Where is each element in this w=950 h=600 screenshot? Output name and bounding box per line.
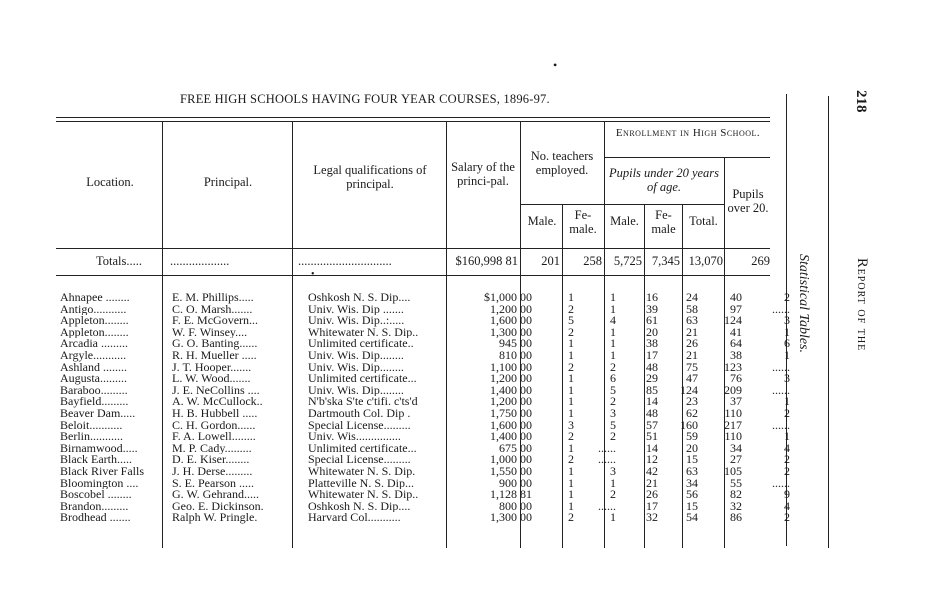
cell-ov: 4 [784, 442, 790, 455]
table-row [58, 304, 792, 316]
header-pupils-over-20: Pupils over 20. [727, 187, 769, 215]
header-teachers-employed: No. teachers employed. [530, 149, 594, 177]
cell-f: 3 [610, 465, 616, 478]
cell-pri: Ralph W. Pringle. [172, 512, 258, 524]
table-row [58, 362, 792, 374]
cell-loc: Brandon......... [60, 500, 129, 513]
cell-pri: S. E. Pearson ..... [172, 477, 254, 490]
cell-pf: 58 [686, 303, 698, 316]
cell-ov: 3 [784, 373, 790, 385]
table-row [58, 396, 792, 408]
cell-pf: 56 [686, 489, 698, 501]
cell-tot: 123 [724, 361, 742, 374]
cell-tot: 110 [724, 407, 742, 420]
totals-bottom-rule [56, 275, 770, 276]
table-row [58, 315, 792, 327]
cell-pf: 26 [686, 338, 698, 350]
cell-loc: Baraboo......... [60, 384, 128, 397]
cell-pri: D. E. Kiser........ [172, 454, 250, 466]
ink-mark: • [553, 58, 558, 72]
cell-m: 1 [568, 373, 574, 385]
cell-loc: Bloomington .... [60, 477, 139, 490]
cell-m: 1 [568, 465, 574, 478]
cell-tot: 217 [724, 419, 742, 432]
cell-f: 1 [610, 349, 616, 362]
totals-pupils-male: 5,725 [613, 254, 642, 268]
table-row [58, 385, 792, 397]
cell-m: 2 [568, 431, 574, 443]
cell-pm: 14 [646, 396, 658, 408]
cell-m: 5 [568, 315, 574, 327]
cell-sal: 675 00 [499, 442, 532, 455]
cell-f: ...... [598, 442, 616, 455]
cell-leg: Univ. Wis. Dip ....... [308, 303, 404, 316]
cell-leg: Oshkosh N. S. Dip.... [308, 500, 411, 513]
cell-pf: 63 [686, 465, 698, 478]
cell-pm: 38 [646, 338, 658, 350]
cell-leg: Univ. Wis. Dip........ [308, 349, 404, 362]
cell-loc: Beloit........... [60, 419, 123, 432]
cell-pri: G. W. Gehrand..... [172, 489, 259, 501]
cell-leg: Harvard Col........... [308, 512, 401, 524]
cell-tot: 209 [724, 384, 742, 397]
cell-leg: Whitewater N. S. Dip.. [308, 326, 419, 339]
table-row [58, 501, 792, 513]
cell-leg: Univ. Wis. Dip..:..... [308, 315, 405, 327]
cell-pf: 62 [686, 407, 698, 420]
cell-loc: Black River Falls [60, 465, 144, 478]
table-row [58, 489, 792, 501]
cell-pm: 85 [646, 384, 658, 397]
cell-f: 2 [610, 489, 616, 501]
cell-f: ...... [598, 454, 616, 466]
side-title: Statistical Tables. [796, 254, 811, 354]
cell-sal: 810 00 [499, 349, 532, 362]
cell-ov: 2 [784, 465, 790, 478]
cell-pf: 24 [686, 292, 698, 304]
cell-pri: R. H. Mueller ..... [172, 349, 257, 362]
cell-ov: 6 [784, 338, 790, 350]
cell-tot: 105 [724, 465, 742, 478]
cell-leg: N'b'ska S'te c'tifi. c'ts'd [308, 396, 418, 408]
cell-pri: A. W. McCullock.. [172, 396, 263, 408]
cell-leg: Unlimited certificate... [308, 373, 417, 385]
cell-sal: 1,128 81 [490, 489, 532, 501]
cell-m: 1 [568, 384, 574, 397]
cell-tot: 41 [730, 326, 742, 339]
table-row [58, 338, 792, 350]
cell-pf: 20 [686, 442, 698, 455]
totals-total: 13,070 [688, 254, 723, 268]
cell-sal: 1,300 00 [490, 326, 532, 339]
header-pupils-under-20: Pupils under 20 years of age. [608, 166, 720, 194]
header-pupils-female: Fe-male [651, 208, 676, 236]
cell-pm: 51 [646, 431, 658, 443]
cell-m: 1 [568, 500, 574, 513]
schools-table [58, 292, 792, 524]
cell-f: 1 [610, 292, 616, 304]
cell-tot: 34 [730, 442, 742, 455]
cell-pri: G. O. Banting...... [172, 338, 258, 350]
cell-tot: 38 [730, 349, 742, 362]
cell-pm: 20 [646, 326, 658, 339]
cell-m: 3 [568, 419, 574, 432]
cell-f: 5 [610, 384, 616, 397]
cell-m: 1 [568, 489, 574, 501]
cell-tot: 97 [730, 303, 742, 316]
cell-sal: $1,000 00 [484, 292, 532, 304]
cell-f: 4 [610, 315, 616, 327]
cell-loc: Beaver Dam..... [60, 407, 136, 420]
top-rule [56, 117, 770, 118]
table-row [58, 512, 792, 524]
cell-sal: 1,400 00 [490, 431, 532, 443]
cell-loc: Augusta......... [60, 373, 127, 385]
cell-ov: 2 [784, 292, 790, 304]
cell-pri: L. W. Wood....... [172, 373, 251, 385]
totals-leader: ................... [170, 254, 230, 268]
cell-pri: F. A. Lowell........ [172, 431, 256, 443]
cell-sal: 1,600 00 [490, 315, 532, 327]
cell-pm: 17 [646, 500, 658, 513]
cell-leg: Dartmouth Col. Dip . [308, 407, 411, 420]
cell-pf: 47 [686, 373, 698, 385]
cell-sal: 1,750 00 [490, 407, 532, 420]
cell-sal: 1,200 00 [490, 373, 532, 385]
cell-ov: ...... [772, 384, 790, 397]
cell-m: 2 [568, 454, 574, 466]
cell-sal: 945 00 [499, 338, 532, 350]
cell-leg: Special License......... [308, 454, 411, 466]
cell-loc: Arcadia ......... [60, 338, 128, 350]
cell-ov: ...... [772, 361, 790, 374]
cell-pri: C. O. Marsh....... [172, 303, 253, 316]
cell-loc: Ahnapee ........ [60, 292, 130, 304]
header-location: Location. [86, 175, 134, 189]
table-row [58, 478, 792, 490]
cell-leg: Unlimited certificate... [308, 442, 417, 455]
cell-m: 2 [568, 303, 574, 316]
cell-tot: 32 [730, 500, 742, 513]
cell-pri: Geo. E. Dickinson. [172, 500, 264, 513]
table-row [58, 466, 792, 478]
cell-m: 1 [568, 338, 574, 350]
cell-f: 1 [610, 338, 616, 350]
cell-pf: 15 [686, 454, 698, 466]
ink-mark: • [311, 269, 315, 280]
cell-f: 1 [610, 303, 616, 316]
cell-sal: 1,000 00 [490, 454, 532, 466]
cell-leg: Whitewater N. S. Dip. [308, 465, 416, 478]
cell-sal: 1,400 00 [490, 384, 532, 397]
header-total: Total. [689, 214, 718, 228]
cell-m: 1 [568, 477, 574, 490]
cell-pm: 32 [646, 512, 658, 524]
cell-pri: M. P. Cady......... [172, 442, 252, 455]
cell-loc: Appleton........ [60, 326, 129, 339]
cell-m: 2 [568, 361, 574, 374]
cell-ov: ...... [772, 477, 790, 490]
cell-f: 2 [610, 361, 616, 374]
cell-f: 1 [610, 512, 616, 524]
cell-pm: 29 [646, 373, 658, 385]
cell-leg: Univ. Wis. Dip........ [308, 384, 404, 397]
cell-m: 1 [568, 292, 574, 304]
cell-pm: 61 [646, 315, 658, 327]
page-edge-rule [828, 96, 829, 548]
cell-pm: 26 [646, 489, 658, 501]
cell-leg: Whitewater N. S. Dip.. [308, 489, 419, 501]
cell-f: 5 [610, 419, 616, 432]
cell-pm: 16 [646, 292, 658, 304]
cell-tot: 76 [730, 373, 742, 385]
cell-f: 2 [610, 396, 616, 408]
totals-male-teachers: 201 [541, 254, 560, 268]
table-row [58, 327, 792, 339]
cell-m: 1 [568, 349, 574, 362]
cell-tot: 124 [724, 315, 742, 327]
cell-tot: 40 [730, 292, 742, 304]
table-row [58, 420, 792, 432]
cell-ov: 4 [784, 500, 790, 513]
cell-sal: 1,200 00 [490, 303, 532, 316]
cell-sal: 1,100 00 [490, 361, 532, 374]
cell-ov: ...... [772, 303, 790, 316]
cell-f: ...... [598, 500, 616, 513]
cell-pm: 48 [646, 361, 658, 374]
running-head: Report of the [854, 258, 870, 352]
cell-pri: J. H. Derse......... [172, 465, 253, 478]
cell-leg: Unlimited certificate.. [308, 338, 414, 350]
cell-m: 1 [568, 407, 574, 420]
cell-loc: Boscobel ........ [60, 489, 132, 501]
cell-pf: 124 [680, 384, 698, 397]
cell-f: 6 [610, 373, 616, 385]
header-pupils-male: Male. [610, 214, 639, 228]
cell-tot: 82 [730, 489, 742, 501]
header-principal: Principal. [203, 175, 253, 189]
cell-tot: 110 [724, 431, 742, 443]
cell-pm: 14 [646, 442, 658, 455]
cell-pm: 42 [646, 465, 658, 478]
page-number: 218 [853, 90, 869, 113]
cell-ov: 1 [784, 349, 790, 362]
table-row [58, 431, 792, 443]
cell-m: 2 [568, 326, 574, 339]
header-teachers-female: Fe-male. [569, 208, 597, 236]
cell-loc: Bayfield......... [60, 396, 129, 408]
cell-f: 3 [610, 407, 616, 420]
cell-pf: 23 [686, 396, 698, 408]
cell-sal: 1,200 00 [490, 396, 532, 408]
totals-label: Totals..... [96, 254, 142, 268]
cell-pri: H. B. Hubbell ..... [172, 407, 258, 420]
cell-loc: Ashland ........ [60, 361, 127, 374]
cell-sal: 800 00 [499, 500, 532, 513]
cell-pf: 59 [686, 431, 698, 443]
cell-loc: Black Earth..... [60, 454, 132, 466]
cell-pf: 21 [686, 326, 698, 339]
cell-pri: W. F. Winsey.... [172, 326, 248, 339]
table-row [58, 350, 792, 362]
cell-m: 2 [568, 512, 574, 524]
cell-tot: 37 [730, 396, 742, 408]
cell-leg: Special License......... [308, 419, 411, 432]
cell-loc: Antigo........... [60, 303, 127, 316]
cell-tot: 86 [730, 512, 742, 524]
cell-f: 2 [610, 431, 616, 443]
page-title: FREE HIGH SCHOOLS HAVING FOUR YEAR COURSES, 1896-97. [180, 92, 550, 106]
cell-tot: 64 [730, 338, 742, 350]
cell-pf: 15 [686, 500, 698, 513]
cell-pri: C. H. Gordon...... [172, 419, 256, 432]
cell-pri: E. M. Phillips..... [172, 292, 254, 304]
cell-ov: 9 [784, 489, 790, 501]
cell-loc: Berlin........... [60, 431, 123, 443]
header-salary: Salary of the princi-pal. [451, 160, 515, 188]
cell-ov: 2 [784, 407, 790, 420]
totals-female-teachers: 258 [583, 254, 602, 268]
header-legal-qualifications: Legal qualifications of principal. [313, 163, 427, 191]
cell-pf: 160 [680, 419, 698, 432]
cell-f: 1 [610, 326, 616, 339]
cell-pf: 54 [686, 512, 698, 524]
cell-tot: 55 [730, 477, 742, 490]
cell-sal: 900 00 [499, 477, 532, 490]
header-enrollment: Enrollment in High School. [615, 127, 761, 139]
totals-pupils-female: 7,345 [651, 254, 680, 268]
cell-pm: 12 [646, 454, 658, 466]
cell-leg: Univ. Wis............... [308, 431, 401, 443]
cell-pf: 75 [686, 361, 698, 374]
cell-pri: F. E. McGovern... [172, 315, 259, 327]
table-row [58, 408, 792, 420]
cell-pf: 34 [686, 477, 698, 490]
totals-over-20: 269 [751, 254, 770, 268]
cell-ov: 2 [784, 512, 790, 524]
enrollment-subrule [604, 157, 770, 158]
table-row [58, 454, 792, 466]
cell-ov: 1 [784, 431, 790, 443]
header-bottom-rule [56, 248, 770, 249]
cell-loc: Argyle........... [60, 349, 127, 362]
cell-loc: Brodhead ....... [60, 512, 131, 524]
cell-ov: 3 [784, 315, 790, 327]
cell-pm: 57 [646, 419, 658, 432]
cell-ov: 1 [784, 396, 790, 408]
header-teachers-male: Male. [527, 214, 557, 228]
table-row [58, 292, 792, 304]
cell-m: 1 [568, 442, 574, 455]
cell-leg: Univ. Wis. Dip........ [308, 361, 404, 374]
cell-sal: 1,300 00 [490, 512, 532, 524]
cell-leg: Platteville N. S. Dip... [308, 477, 414, 490]
cell-sal: 1,550 00 [490, 465, 532, 478]
cell-pf: 21 [686, 349, 698, 362]
cell-f: 1 [610, 477, 616, 490]
cell-tot: 27 [730, 454, 742, 466]
cell-pm: 17 [646, 349, 658, 362]
cell-ov: ...... [772, 419, 790, 432]
cell-m: 1 [568, 396, 574, 408]
top-rule-double [56, 121, 770, 122]
cell-loc: Birnamwood..... [60, 442, 138, 455]
table-row [58, 443, 792, 455]
cell-leg: Oshkosh N. S. Dip.... [308, 292, 411, 304]
cell-loc: Appleton........ [60, 315, 129, 327]
cell-pm: 21 [646, 477, 658, 490]
totals-salary: $160,998 81 [455, 254, 518, 268]
cell-ov: 1 [784, 326, 790, 339]
under20-subrule [604, 204, 724, 205]
cell-pm: 39 [646, 303, 658, 316]
cell-pri: J. E. NeCollins .... [172, 384, 260, 397]
cell-pm: 48 [646, 407, 658, 420]
cell-pf: 63 [686, 315, 698, 327]
table-row [58, 373, 792, 385]
cell-ov: 2 [784, 454, 790, 466]
cell-sal: 1,600 00 [490, 419, 532, 432]
totals-leader: .............................. [298, 254, 392, 268]
cell-pri: J. T. Hooper....... [172, 361, 252, 374]
